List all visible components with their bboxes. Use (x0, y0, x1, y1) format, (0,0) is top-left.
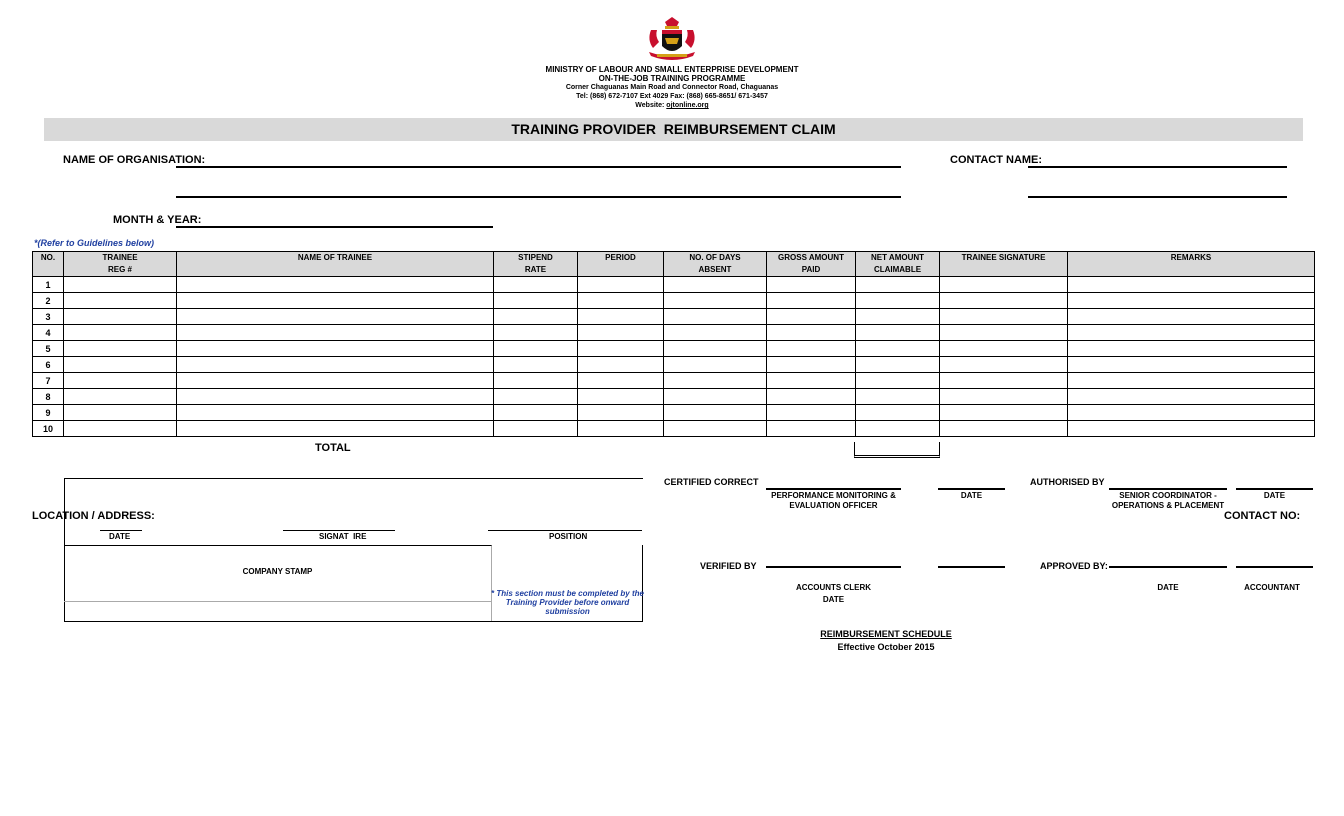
month-field-line[interactable] (176, 226, 493, 228)
table-row (33, 389, 1315, 405)
position-line[interactable] (488, 530, 642, 531)
column-header-line1: NAME OF TRAINEE (297, 253, 373, 262)
website-link[interactable]: ojtonline.org (666, 102, 709, 109)
table-cell[interactable] (64, 293, 177, 309)
column-header-line1: TRAINEE (102, 253, 138, 262)
table-cell[interactable] (494, 293, 578, 309)
table-cell[interactable] (767, 341, 856, 357)
table-cell[interactable] (494, 405, 578, 421)
table-cell[interactable] (856, 421, 940, 437)
table-cell[interactable] (494, 373, 578, 389)
table-cell[interactable] (494, 277, 578, 293)
column-header (494, 252, 578, 277)
table-cell[interactable] (856, 325, 940, 341)
approved-date-label: DATE (1157, 583, 1179, 592)
verified-line[interactable] (766, 566, 901, 568)
table-cell[interactable] (664, 357, 767, 373)
table-cell[interactable] (767, 389, 856, 405)
guidelines-note: *(Refer to Guidelines below) (34, 238, 155, 248)
table-cell[interactable] (1068, 293, 1315, 309)
table-cell[interactable] (856, 309, 940, 325)
table-cell[interactable] (1068, 373, 1315, 389)
senior-line1: SENIOR COORDINATOR - (1119, 491, 1217, 500)
column-header-line1: NO. (40, 253, 56, 262)
table-cell[interactable] (494, 421, 578, 437)
table-cell[interactable] (664, 421, 767, 437)
table-cell[interactable] (940, 373, 1068, 389)
authorised-date-label: DATE (1263, 491, 1286, 500)
pmeo-line1: PERFORMANCE MONITORING & (771, 491, 896, 500)
table-cell[interactable] (940, 405, 1068, 421)
table-cell[interactable] (177, 389, 494, 405)
table-cell[interactable] (940, 277, 1068, 293)
table-cell[interactable] (177, 309, 494, 325)
table-row (33, 277, 1315, 293)
table-cell[interactable] (856, 341, 940, 357)
table-cell[interactable] (767, 293, 856, 309)
schedule-title: REIMBURSEMENT SCHEDULE (820, 629, 952, 639)
column-header-line1: GROSS AMOUNT (778, 253, 844, 262)
ministry-name: MINISTRY OF LABOUR AND SMALL ENTERPRISE DEVELOPMENT (545, 65, 799, 74)
table-cell[interactable] (177, 373, 494, 389)
table-cell[interactable] (64, 357, 177, 373)
column-header (64, 252, 177, 277)
approved-date-line[interactable] (1236, 566, 1313, 568)
table-cell[interactable] (664, 405, 767, 421)
column-header-line1: REMARKS (1170, 253, 1212, 262)
verified-date-label: DATE (822, 595, 845, 604)
row-number: 5 (33, 341, 64, 357)
form-title: TRAINING PROVIDER REIMBURSEMENT CLAIM (44, 118, 1303, 141)
provider-box-bottom (64, 621, 643, 622)
table-cell[interactable] (64, 405, 177, 421)
signature-line[interactable] (283, 530, 395, 531)
table-cell[interactable] (856, 373, 940, 389)
contact-label: CONTACT NAME: (950, 154, 1043, 166)
column-header-line1: TRAINEE SIGNATURE (961, 253, 1046, 262)
ministry-address: Corner Chaguanas Main Road and Connector Road, Chaguanas (565, 84, 779, 91)
coat-of-arms-icon (643, 16, 701, 62)
provider-section-note: * This section must be completed by the Training Provider before onward submission (491, 589, 644, 616)
column-header (767, 252, 856, 277)
column-header-line1: STIPEND (518, 253, 553, 262)
table-cell[interactable] (578, 405, 664, 421)
table-cell[interactable] (856, 293, 940, 309)
table-cell[interactable] (1068, 389, 1315, 405)
table-cell[interactable] (664, 341, 767, 357)
accountant-label: ACCOUNTANT (1244, 583, 1300, 592)
table-cell[interactable] (856, 405, 940, 421)
table-row (33, 421, 1315, 437)
table-cell[interactable] (1068, 341, 1315, 357)
position-label: POSITION (549, 532, 588, 541)
provider-box-top (64, 478, 643, 479)
certified-label: CERTIFIED CORRECT (664, 477, 759, 487)
row-number: 8 (33, 389, 64, 405)
org-field-line1[interactable] (176, 166, 901, 168)
table-cell[interactable] (767, 373, 856, 389)
column-header (664, 252, 767, 277)
table-cell[interactable] (64, 309, 177, 325)
table-cell[interactable] (664, 325, 767, 341)
row-number: 3 (33, 309, 64, 325)
table-cell[interactable] (940, 389, 1068, 405)
schedule-effective: Effective October 2015 (837, 642, 935, 652)
total-cell[interactable] (854, 442, 940, 458)
row-number: 4 (33, 325, 64, 341)
total-label: TOTAL (315, 442, 351, 454)
column-header (33, 252, 64, 277)
approved-line[interactable] (1109, 566, 1227, 568)
location-label: LOCATION / ADDRESS: (32, 510, 155, 522)
table-cell[interactable] (940, 293, 1068, 309)
table-cell[interactable] (177, 341, 494, 357)
table-cell[interactable] (1068, 309, 1315, 325)
table-cell[interactable] (1068, 405, 1315, 421)
table-cell[interactable] (940, 309, 1068, 325)
column-header (940, 252, 1068, 277)
table-row (33, 309, 1315, 325)
column-header (1068, 252, 1315, 277)
programme-name: ON-THE-JOB TRAINING PROGRAMME (598, 74, 746, 83)
org-field-line2[interactable] (176, 196, 901, 198)
table-cell[interactable] (1068, 357, 1315, 373)
contact-field-line1[interactable] (1028, 166, 1287, 168)
table-cell[interactable] (767, 325, 856, 341)
table-cell[interactable] (177, 357, 494, 373)
verified-label: VERIFIED BY (700, 561, 757, 571)
table-cell[interactable] (940, 421, 1068, 437)
table-cell[interactable] (578, 373, 664, 389)
row-number: 1 (33, 277, 64, 293)
table-cell[interactable] (177, 293, 494, 309)
table-cell[interactable] (64, 373, 177, 389)
row-number: 2 (33, 293, 64, 309)
accounts-clerk-label: ACCOUNTS CLERK (795, 583, 872, 592)
table-cell[interactable] (767, 277, 856, 293)
table-row (33, 325, 1315, 341)
column-header-line2: RATE (524, 265, 547, 274)
table-cell[interactable] (578, 389, 664, 405)
contact-no-label: CONTACT NO: (1224, 510, 1301, 522)
date-line[interactable] (100, 530, 142, 531)
table-cell[interactable] (64, 325, 177, 341)
table-cell[interactable] (767, 405, 856, 421)
column-header-line1: NO. OF DAYS (689, 253, 741, 262)
table-row (33, 357, 1315, 373)
table-cell[interactable] (494, 325, 578, 341)
table-cell[interactable] (664, 277, 767, 293)
table-cell[interactable] (767, 309, 856, 325)
table-cell[interactable] (494, 357, 578, 373)
authorised-label: AUTHORISED BY (1030, 477, 1105, 487)
website-line (0, 101, 1344, 110)
table-cell[interactable] (494, 309, 578, 325)
table-row (33, 373, 1315, 389)
table-cell[interactable] (767, 357, 856, 373)
table-cell[interactable] (578, 421, 664, 437)
column-header-line2: CLAIMABLE (873, 265, 922, 274)
table-cell[interactable] (64, 341, 177, 357)
table-cell[interactable] (494, 341, 578, 357)
trainee-table (32, 251, 1315, 437)
table-cell[interactable] (856, 389, 940, 405)
table-cell[interactable] (940, 341, 1068, 357)
column-header (856, 252, 940, 277)
senior-line2: OPERATIONS & PLACEMENT (1111, 501, 1225, 510)
table-cell[interactable] (177, 325, 494, 341)
table-cell[interactable] (177, 277, 494, 293)
column-header-line2: REG # (107, 265, 132, 274)
column-header (578, 252, 664, 277)
table-cell[interactable] (64, 389, 177, 405)
table-cell[interactable] (494, 389, 578, 405)
table-cell[interactable] (664, 293, 767, 309)
column-header-line1: PERIOD (605, 253, 636, 262)
certified-line[interactable] (766, 488, 901, 490)
table-cell[interactable] (64, 421, 177, 437)
row-number: 6 (33, 357, 64, 373)
table-cell[interactable] (856, 357, 940, 373)
table-cell[interactable] (578, 277, 664, 293)
month-label: MONTH & YEAR: (113, 214, 202, 226)
signature-label: SIGNAT IRE (319, 532, 367, 541)
certified-date-label: DATE (960, 491, 983, 500)
table-cell[interactable] (578, 293, 664, 309)
table-cell[interactable] (578, 341, 664, 357)
pmeo-line2: EVALUATION OFFICER (789, 501, 878, 510)
contact-field-line2[interactable] (1028, 196, 1287, 198)
column-header-line2: ABSENT (698, 265, 732, 274)
table-cell[interactable] (767, 421, 856, 437)
table-cell[interactable] (856, 277, 940, 293)
table-cell[interactable] (578, 357, 664, 373)
table-cell[interactable] (1068, 421, 1315, 437)
table-row (33, 405, 1315, 421)
authorised-line[interactable] (1109, 488, 1227, 490)
table-cell[interactable] (578, 309, 664, 325)
table-row (33, 341, 1315, 357)
row-number: 10 (33, 421, 64, 437)
date-label: DATE (109, 532, 131, 541)
org-label: NAME OF ORGANISATION: (63, 154, 206, 166)
table-cell[interactable] (578, 325, 664, 341)
table-cell[interactable] (1068, 277, 1315, 293)
column-header (177, 252, 494, 277)
table-header-row (33, 252, 1315, 277)
company-stamp-label: COMPANY STAMP (242, 567, 313, 576)
column-header-line2: PAID (801, 265, 821, 274)
table-cell[interactable] (177, 405, 494, 421)
approved-label: APPROVED BY: (1040, 561, 1108, 571)
table-cell[interactable] (664, 309, 767, 325)
table-cell[interactable] (1068, 325, 1315, 341)
row-number: 7 (33, 373, 64, 389)
ministry-phones: Tel: (868) 672-7107 Ext 4029 Fax: (868) 665-8651/ 671-3457 (576, 93, 768, 100)
authorised-date-line[interactable] (1236, 488, 1313, 490)
table-row (33, 293, 1315, 309)
table-cell[interactable] (664, 389, 767, 405)
website-label: Website: (635, 102, 665, 109)
row-number: 9 (33, 405, 64, 421)
table-cell[interactable] (177, 421, 494, 437)
table-cell[interactable] (664, 373, 767, 389)
table-cell[interactable] (64, 277, 177, 293)
verified-date-line[interactable] (938, 566, 1005, 568)
table-cell[interactable] (940, 325, 1068, 341)
certified-date-line[interactable] (938, 488, 1005, 490)
table-cell[interactable] (940, 357, 1068, 373)
column-header-line1: NET AMOUNT (870, 253, 925, 262)
